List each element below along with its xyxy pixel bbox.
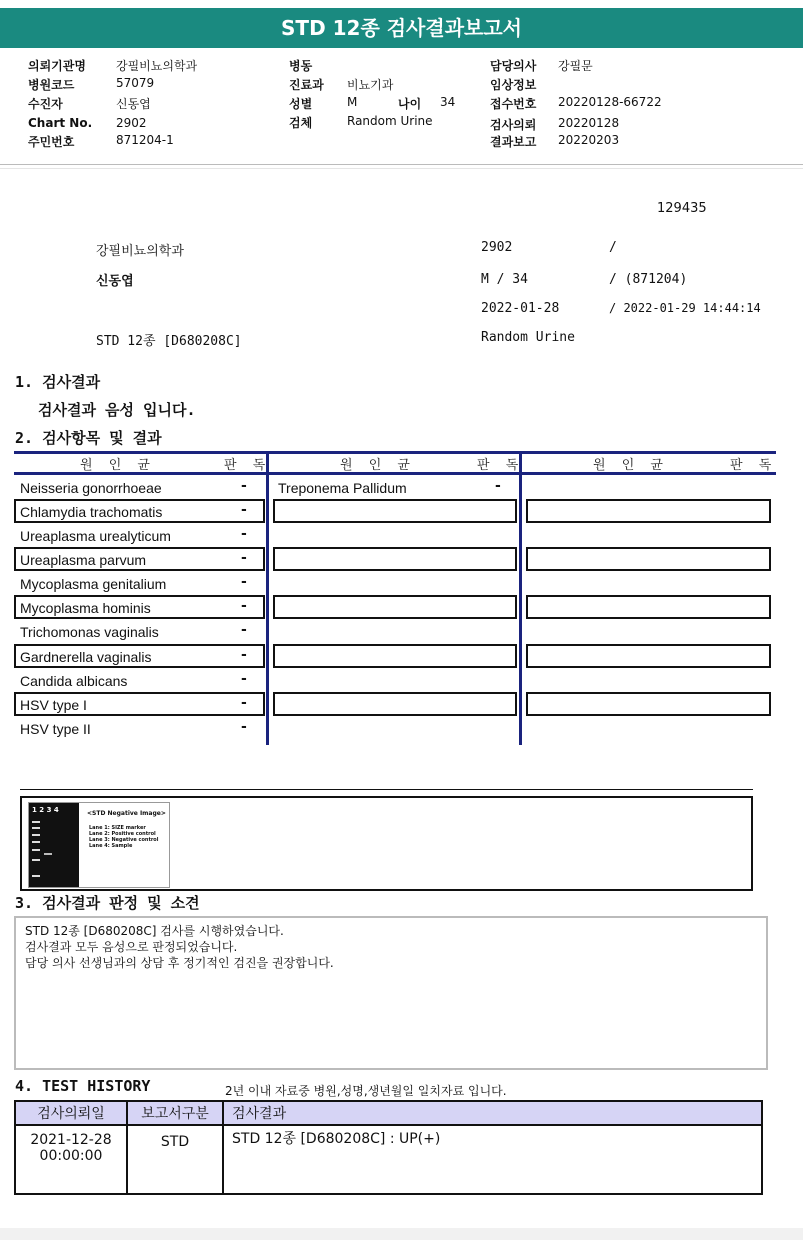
pathogen-result: - [241,598,247,614]
pathogen-name: Neisseria gonorrhoeae [20,480,162,496]
age-label: 나이 [398,97,422,111]
header-divider [0,164,803,165]
table-column-divider [266,451,269,745]
history-date: 2021-12-28 [30,1132,112,1148]
history-result: STD 12종 [D680208C] : UP(+) [223,1125,762,1194]
header-divider [0,168,803,169]
header-value: 신동엽 [116,97,151,111]
pathogen-result: - [241,526,247,542]
header-label: 병원코드 [28,78,75,92]
col-header-result: 판 독 [730,458,778,473]
remark-line: 검사결과 모두 음성으로 판정되었습니다. [25,940,238,954]
pathogen-name: HSV type I [20,697,87,713]
slash: / [609,240,617,255]
pathogen-result: - [241,574,247,590]
history-note: 2년 이내 자료중 병원,성명,생년월일 일치자료 입니다. [225,1084,507,1098]
header-label: 접수번호 [490,97,537,111]
report-title: STD 12종 검사결과보고서 [0,8,803,48]
row-box [526,644,771,668]
pathogen-result: - [495,478,501,494]
test-history-table [14,1100,763,1195]
row-box [273,547,517,571]
pathogen-result: - [241,719,247,735]
header-label: 담당의사 [490,59,537,73]
history-header-result: 검사결과 [223,1101,762,1125]
pathogen-result: - [241,478,247,494]
history-header-date: 검사의뢰일 [15,1101,127,1125]
row-box [273,692,517,716]
gel-panel-top-rule [20,789,753,790]
pathogen-name: Ureaplasma urealyticum [20,528,171,544]
hospital-name: 강필비뇨의학과 [96,244,184,259]
history-date-cell [15,1125,127,1194]
section-2-title: 2. 검사항목 및 결과 [15,429,162,447]
pathogen-name: HSV type II [20,721,91,737]
gel-electrophoresis-image [28,802,170,888]
section-4-title: 4. TEST HISTORY [15,1077,151,1095]
pathogen-name: Ureaplasma parvum [20,552,147,568]
receive-datetime: / 2022-01-29 14:44:14 [609,301,761,315]
gel-legend-item: Lane 4: Sample [89,843,133,849]
header-value: 비뇨기과 [347,78,394,92]
header-value: 57079 [116,76,155,90]
header-value: M [347,95,358,109]
table-row [15,1125,762,1194]
header-label: Chart No. [28,116,93,130]
header-label: 임상정보 [490,78,537,92]
overall-result: 검사결과 음성 입니다. [38,401,196,419]
gel-legend-item: Lane 2: Positive control [89,831,156,837]
collect-date: 2022-01-28 [481,301,560,316]
birth-date: / (871204) [609,272,688,287]
row-box [526,499,771,523]
header-label: 검사의뢰 [490,118,537,132]
col-header-pathogen: 원 인 균 [593,458,669,473]
remark-line: STD 12종 [D680208C] 검사를 시행하였습니다. [25,924,284,938]
row-box [526,547,771,571]
pathogen-result: - [241,550,247,566]
header-label: 주민번호 [28,135,75,149]
age-value: 34 [440,95,456,109]
gel-legend-item: Lane 1: SIZE marker [89,825,146,831]
pathogen-name: Candida albicans [20,673,128,689]
pathogen-result: - [241,622,247,638]
header-label: 병동 [289,59,313,73]
col-header-result: 판 독 [224,458,272,473]
row-box [273,644,517,668]
gel-lanes [29,803,79,887]
header-label: 진료과 [289,78,324,92]
history-header-type: 보고서구분 [127,1101,223,1125]
header-value: 강필문 [558,59,593,73]
gel-lane-numbers: 1 2 3 4 [32,806,59,814]
pathogen-name: Mycoplasma hominis [20,600,151,616]
specimen-type: Random Urine [481,330,575,345]
gel-legend-item: Lane 3: Negative control [89,837,159,843]
pathogen-result: - [241,695,247,711]
row-box [526,692,771,716]
row-box [273,595,517,619]
pathogen-result: - [241,502,247,518]
pathogen-name: Treponema Pallidum [278,480,407,496]
chart-number: 2902 [481,240,513,255]
col-header-pathogen: 원 인 균 [80,458,156,473]
page-footer-band [0,1228,803,1240]
header-value: 강필비뇨의학과 [116,59,198,73]
sex-age: M / 34 [481,272,528,287]
report-code: 129435 [657,201,707,216]
header-value: 20220203 [558,133,620,147]
header-value: 20220128 [558,116,620,130]
header-label: 의뢰기관명 [28,59,86,73]
header-label: 수진자 [28,97,63,111]
header-label: 결과보고 [490,135,537,149]
header-value: 20220128-66722 [558,95,662,109]
row-box [273,499,517,523]
col-header-pathogen: 원 인 균 [340,458,416,473]
pathogen-result: - [241,647,247,663]
gel-title: <STD Negative Image> [87,810,166,817]
header-value: 871204-1 [116,133,174,147]
test-name: STD 12종 [D680208C] [96,334,242,349]
col-header-result: 판 독 [477,458,525,473]
header-value: Random Urine [347,114,433,128]
history-time: 00:00:00 [39,1148,103,1164]
remark-line: 담당 의사 선생님과의 상담 후 정기적인 검진을 권장합니다. [25,956,334,970]
section-1-title: 1. 검사결과 [15,373,101,391]
history-type: STD [127,1125,223,1194]
header-value: 2902 [116,116,147,130]
header-label: 검체 [289,116,313,130]
section-3-title: 3. 검사결과 판정 및 소견 [15,894,200,912]
pathogen-name: Gardnerella vaginalis [20,649,152,665]
pathogen-name: Chlamydia trachomatis [20,504,163,520]
pathogen-name: Trichomonas vaginalis [20,624,159,640]
table-column-divider [519,451,522,745]
pathogen-result: - [241,671,247,687]
pathogen-name: Mycoplasma genitalium [20,576,167,592]
patient-name: 신동엽 [96,274,134,289]
row-box [526,595,771,619]
header-label: 성별 [289,97,313,111]
